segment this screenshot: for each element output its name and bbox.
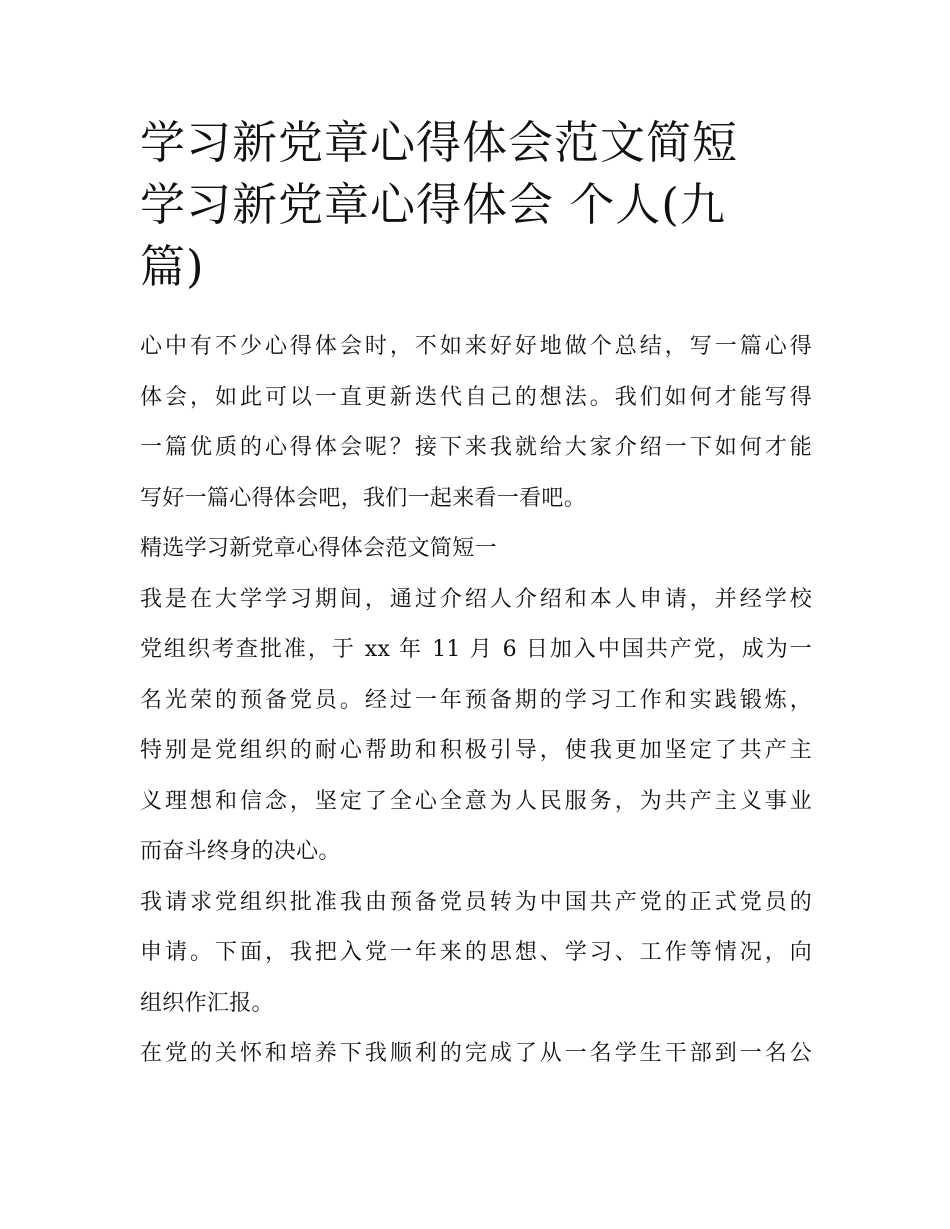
text-line: 在党的关怀和培养下我顺利的完成了从一名学生干部到一名公 [140,1041,812,1066]
document-page [140,112,812,1080]
text-line: 而奋斗终身的决心。 [140,839,341,864]
text-line: 我是在大学学习期间，通过介绍人介绍和本人申请，并经学校 [140,586,812,612]
text-line: 一篇优质的心得体会呢？接下来我就给大家介绍一下如何才能 [140,435,812,460]
intro-paragraph [140,322,812,524]
body-paragraph [140,575,812,878]
text-line: 我请求党组织批准我由预备党员转为中国共产党的正式党员的 [140,889,812,915]
text-line: 心中有不少心得体会时，不如来好好地做个总结，写一篇心得 [140,334,812,359]
text-line: 党组织考查批准，于 xx 年 11 月 6 日加入中国共产党，成为一 [140,637,812,662]
text-line: 义理想和信念，坚定了全心全意为人民服务，为共产主义事业 [140,788,812,814]
body-paragraph [140,1029,812,1080]
text-line: 特别是党组织的耐心帮助和积极引导，使我更加坚定了共产主 [140,738,812,763]
title-line: 学习新党章心得体会范文简短 [140,116,739,169]
document-body [140,322,812,1080]
document-title [140,112,812,298]
section-heading [140,524,812,575]
title-line: 学习新党章心得体会 个人(九 [140,178,726,231]
text-line: 申请。下面，我把入党一年来的思想、学习、工作等情况，向 [140,940,812,965]
text-line: 名光荣的预备党员。经过一年预备期的学习工作和实践锻炼， [140,687,812,713]
text-line: 写好一篇心得体会吧，我们一起来看一看吧。 [140,485,587,511]
body-paragraph [140,878,812,1030]
text-line: 体会，如此可以一直更新迭代自己的想法。我们如何才能写得 [140,384,812,410]
text-line: 组织作汇报。 [140,990,274,1016]
title-line: 篇) [140,240,205,293]
text-line: 精选学习新党章心得体会范文简短一 [140,536,497,561]
